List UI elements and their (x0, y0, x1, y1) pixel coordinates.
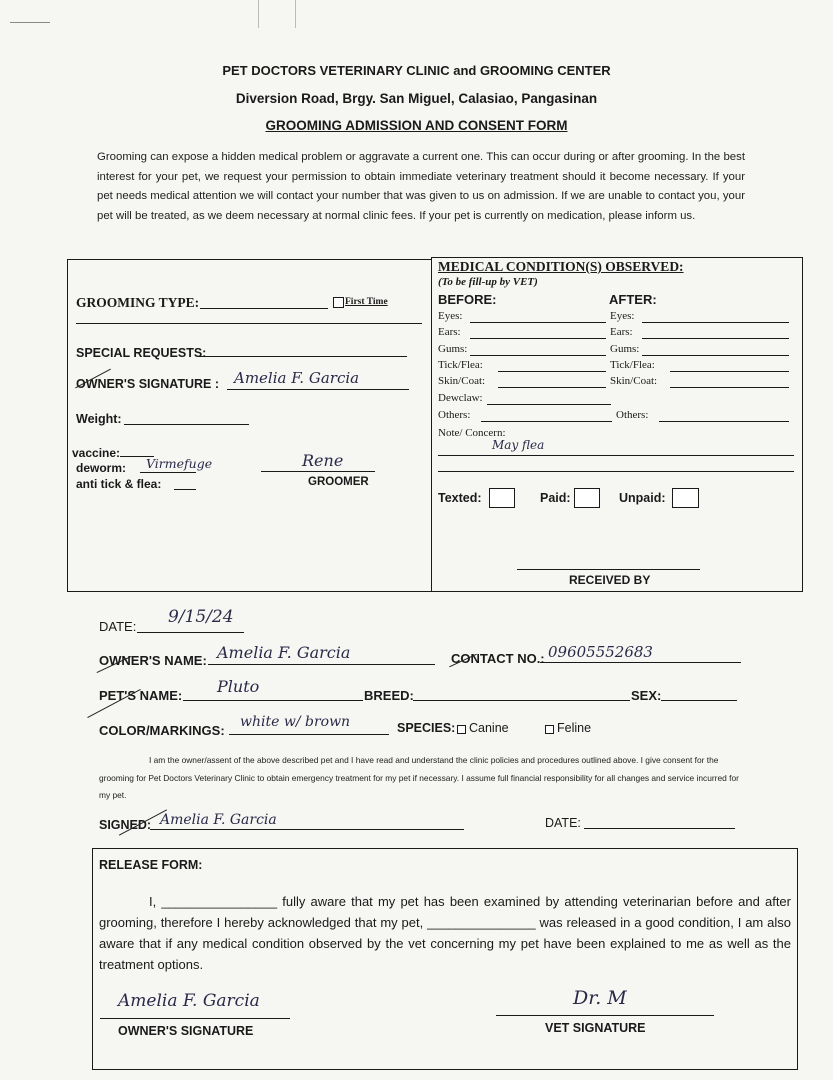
before-item-field[interactable] (498, 371, 606, 372)
intro-paragraph: Grooming can expose a hidden medical problem or aggravate a current one. This can occur during or after grooming. In the best interest for your pet, we request your permission to obtain immediate veterinary treatment should it become necessary. If your pet needs medical attention we will contact your number that was given to us on admission. If we are unable to contact you, your pet will be treated, as we deem necessary at normal clinic fees. If your pet is currently on medication, please inform us. (97, 151, 745, 222)
consent-date-field[interactable] (584, 828, 735, 829)
deworm-label: deworm: (76, 461, 127, 475)
contact-value: 09605552683 (548, 643, 653, 661)
after-item-label: Eyes: (610, 310, 635, 322)
before-item-field[interactable] (470, 355, 606, 356)
note-concern-value: May flea (492, 438, 545, 452)
owner-signature-field[interactable] (227, 389, 409, 390)
before-item-label: Skin/Coat: (438, 375, 486, 387)
before-item-label: Dewclaw: (438, 392, 483, 404)
medical-box (431, 257, 803, 592)
before-item-field[interactable] (470, 322, 606, 323)
pet-name-label: PET'S NAME: (99, 688, 183, 703)
texted-label: Texted: (438, 491, 482, 505)
groomer-label: GROOMER (308, 476, 369, 488)
before-item-label: Ears: (438, 326, 461, 338)
first-time-label: First Time (345, 297, 388, 307)
after-item-label: Tick/Flea: (610, 359, 655, 371)
vet-signature-value: Dr. M (573, 987, 627, 1009)
grooming-type-field-line2[interactable] (76, 323, 422, 324)
after-item-label: Skin/Coat: (610, 375, 658, 387)
signed-value: Amelia F. Garcia (160, 812, 277, 828)
clinic-name: PET DOCTORS VETERINARY CLINIC and GROOMING CENTER (222, 63, 611, 78)
before-item-label: Tick/Flea: (438, 359, 483, 371)
note-concern-field[interactable] (438, 455, 794, 456)
owner-name-field[interactable] (208, 664, 435, 665)
medical-subtitle: (To be fill-up by VET) (438, 276, 538, 288)
note-concern-field-line2[interactable] (438, 471, 794, 472)
after-item-field[interactable] (642, 322, 789, 323)
after-item-field[interactable] (659, 421, 789, 422)
breed-field[interactable] (413, 700, 630, 701)
sex-field[interactable] (661, 700, 737, 701)
before-item-field[interactable] (481, 421, 612, 422)
anti-tick-flea-field[interactable] (174, 489, 196, 490)
after-item-label: Gums: (610, 343, 640, 355)
paid-label: Paid: (540, 491, 571, 505)
before-item-field[interactable] (487, 404, 611, 405)
sex-label: SEX: (631, 688, 662, 703)
owner-name-label: OWNER'S NAME: (99, 653, 207, 668)
canine-checkbox[interactable] (457, 725, 466, 734)
clinic-address: Diversion Road, Brgy. San Miguel, Calasiao, Pangasinan (235, 91, 598, 106)
before-item-label: Gums: (438, 343, 468, 355)
breed-label: BREED: (364, 688, 414, 703)
date-label: DATE: (99, 619, 137, 634)
deworm-field[interactable] (140, 472, 196, 473)
vaccine-label: vaccine: (72, 446, 121, 460)
grooming-type-field[interactable] (200, 308, 328, 309)
feline-checkbox[interactable] (545, 725, 554, 734)
unpaid-checkbox[interactable] (672, 488, 699, 508)
note-concern-label: Note/ Concern: (438, 427, 506, 439)
after-item-label: Others: (616, 409, 649, 421)
after-item-field[interactable] (670, 387, 789, 388)
pet-name-field[interactable] (183, 700, 363, 701)
groomer-field[interactable] (261, 471, 375, 472)
species-label: SPECIES: (397, 721, 456, 735)
after-item-field[interactable] (642, 338, 789, 339)
date-field[interactable] (137, 632, 244, 633)
weight-label: Weight: (76, 412, 122, 426)
signed-label: SIGNED: (99, 818, 152, 832)
weight-field[interactable] (124, 424, 249, 425)
after-item-label: Ears: (610, 326, 633, 338)
release-owner-signature-field[interactable] (100, 1018, 290, 1019)
before-item-field[interactable] (498, 387, 606, 388)
paid-checkbox[interactable] (574, 488, 600, 508)
owner-signature-value: Amelia F. Garcia (234, 369, 360, 387)
before-label: BEFORE: (438, 292, 497, 307)
pet-name-value: Pluto (217, 677, 260, 696)
contact-field[interactable] (540, 662, 741, 663)
received-by-label: RECEIVED BY (569, 573, 651, 587)
texted-checkbox[interactable] (489, 488, 515, 508)
before-item-field[interactable] (470, 338, 606, 339)
received-by-field[interactable] (517, 569, 700, 570)
paper-tab-mark (258, 0, 296, 28)
special-requests-field[interactable] (198, 356, 407, 357)
owner-signature-label: OWNER'S SIGNATURE : (76, 377, 220, 391)
after-label: AFTER: (609, 292, 657, 307)
release-title: RELEASE FORM: (99, 858, 203, 872)
form-title: GROOMING ADMISSION AND CONSENT FORM (265, 118, 568, 133)
vet-signature-label: VET SIGNATURE (545, 1021, 646, 1035)
vet-signature-field[interactable] (496, 1015, 714, 1016)
before-item-label: Eyes: (438, 310, 463, 322)
owner-name-value: Amelia F. Garcia (217, 643, 351, 662)
first-time-checkbox[interactable] (333, 297, 344, 308)
before-item-label: Others: (438, 409, 471, 421)
color-markings-field[interactable] (229, 734, 389, 735)
date-value: 9/15/24 (168, 607, 234, 627)
medical-title: MEDICAL CONDITION(S) OBSERVED: (438, 259, 684, 274)
after-item-field[interactable] (670, 371, 789, 372)
release-text: I, ________________ fully aware that my pet has been examined by attending veterinarian before and after grooming, therefore I hereby acknowledged that my pet, _______________ was released in a good condition, I am also aware that if any medical condition observed by the vet concerning my pet have been explained to me as well as the treatment options. (99, 894, 791, 972)
unpaid-label: Unpaid: (619, 491, 666, 505)
release-owner-signature-label: OWNER'S SIGNATURE (118, 1024, 254, 1038)
signed-field[interactable] (150, 829, 464, 830)
groomer-name-value: Rene (302, 451, 344, 470)
feline-label: Feline (557, 721, 592, 735)
contact-label: CONTACT NO.: (451, 651, 545, 666)
color-markings-label: COLOR/MARKINGS: (99, 723, 225, 738)
special-requests-label: SPECIAL REQUESTS: (76, 346, 207, 360)
consent-text: I am the owner/assent of the above described pet and I have read and understand the clinic policies and procedures outlined above. I give consent for the grooming for Pet Doctors Veterinary Clinic to obtain emergency treatment for my pet if necessary. I assume full financial responsibility for all changes and service incurred for my pet. (99, 755, 739, 800)
color-markings-value: white w/ brown (240, 714, 351, 730)
canine-label: Canine (469, 721, 509, 735)
after-item-field[interactable] (642, 355, 789, 356)
deworm-value: Virmefuge (146, 456, 213, 471)
corner-mark (10, 22, 50, 23)
grooming-type-label: GROOMING TYPE: (76, 295, 200, 310)
consent-date-label: DATE: (545, 816, 581, 830)
release-owner-signature-value: Amelia F. Garcia (118, 991, 260, 1011)
anti-tick-flea-label: anti tick & flea: (76, 477, 162, 491)
